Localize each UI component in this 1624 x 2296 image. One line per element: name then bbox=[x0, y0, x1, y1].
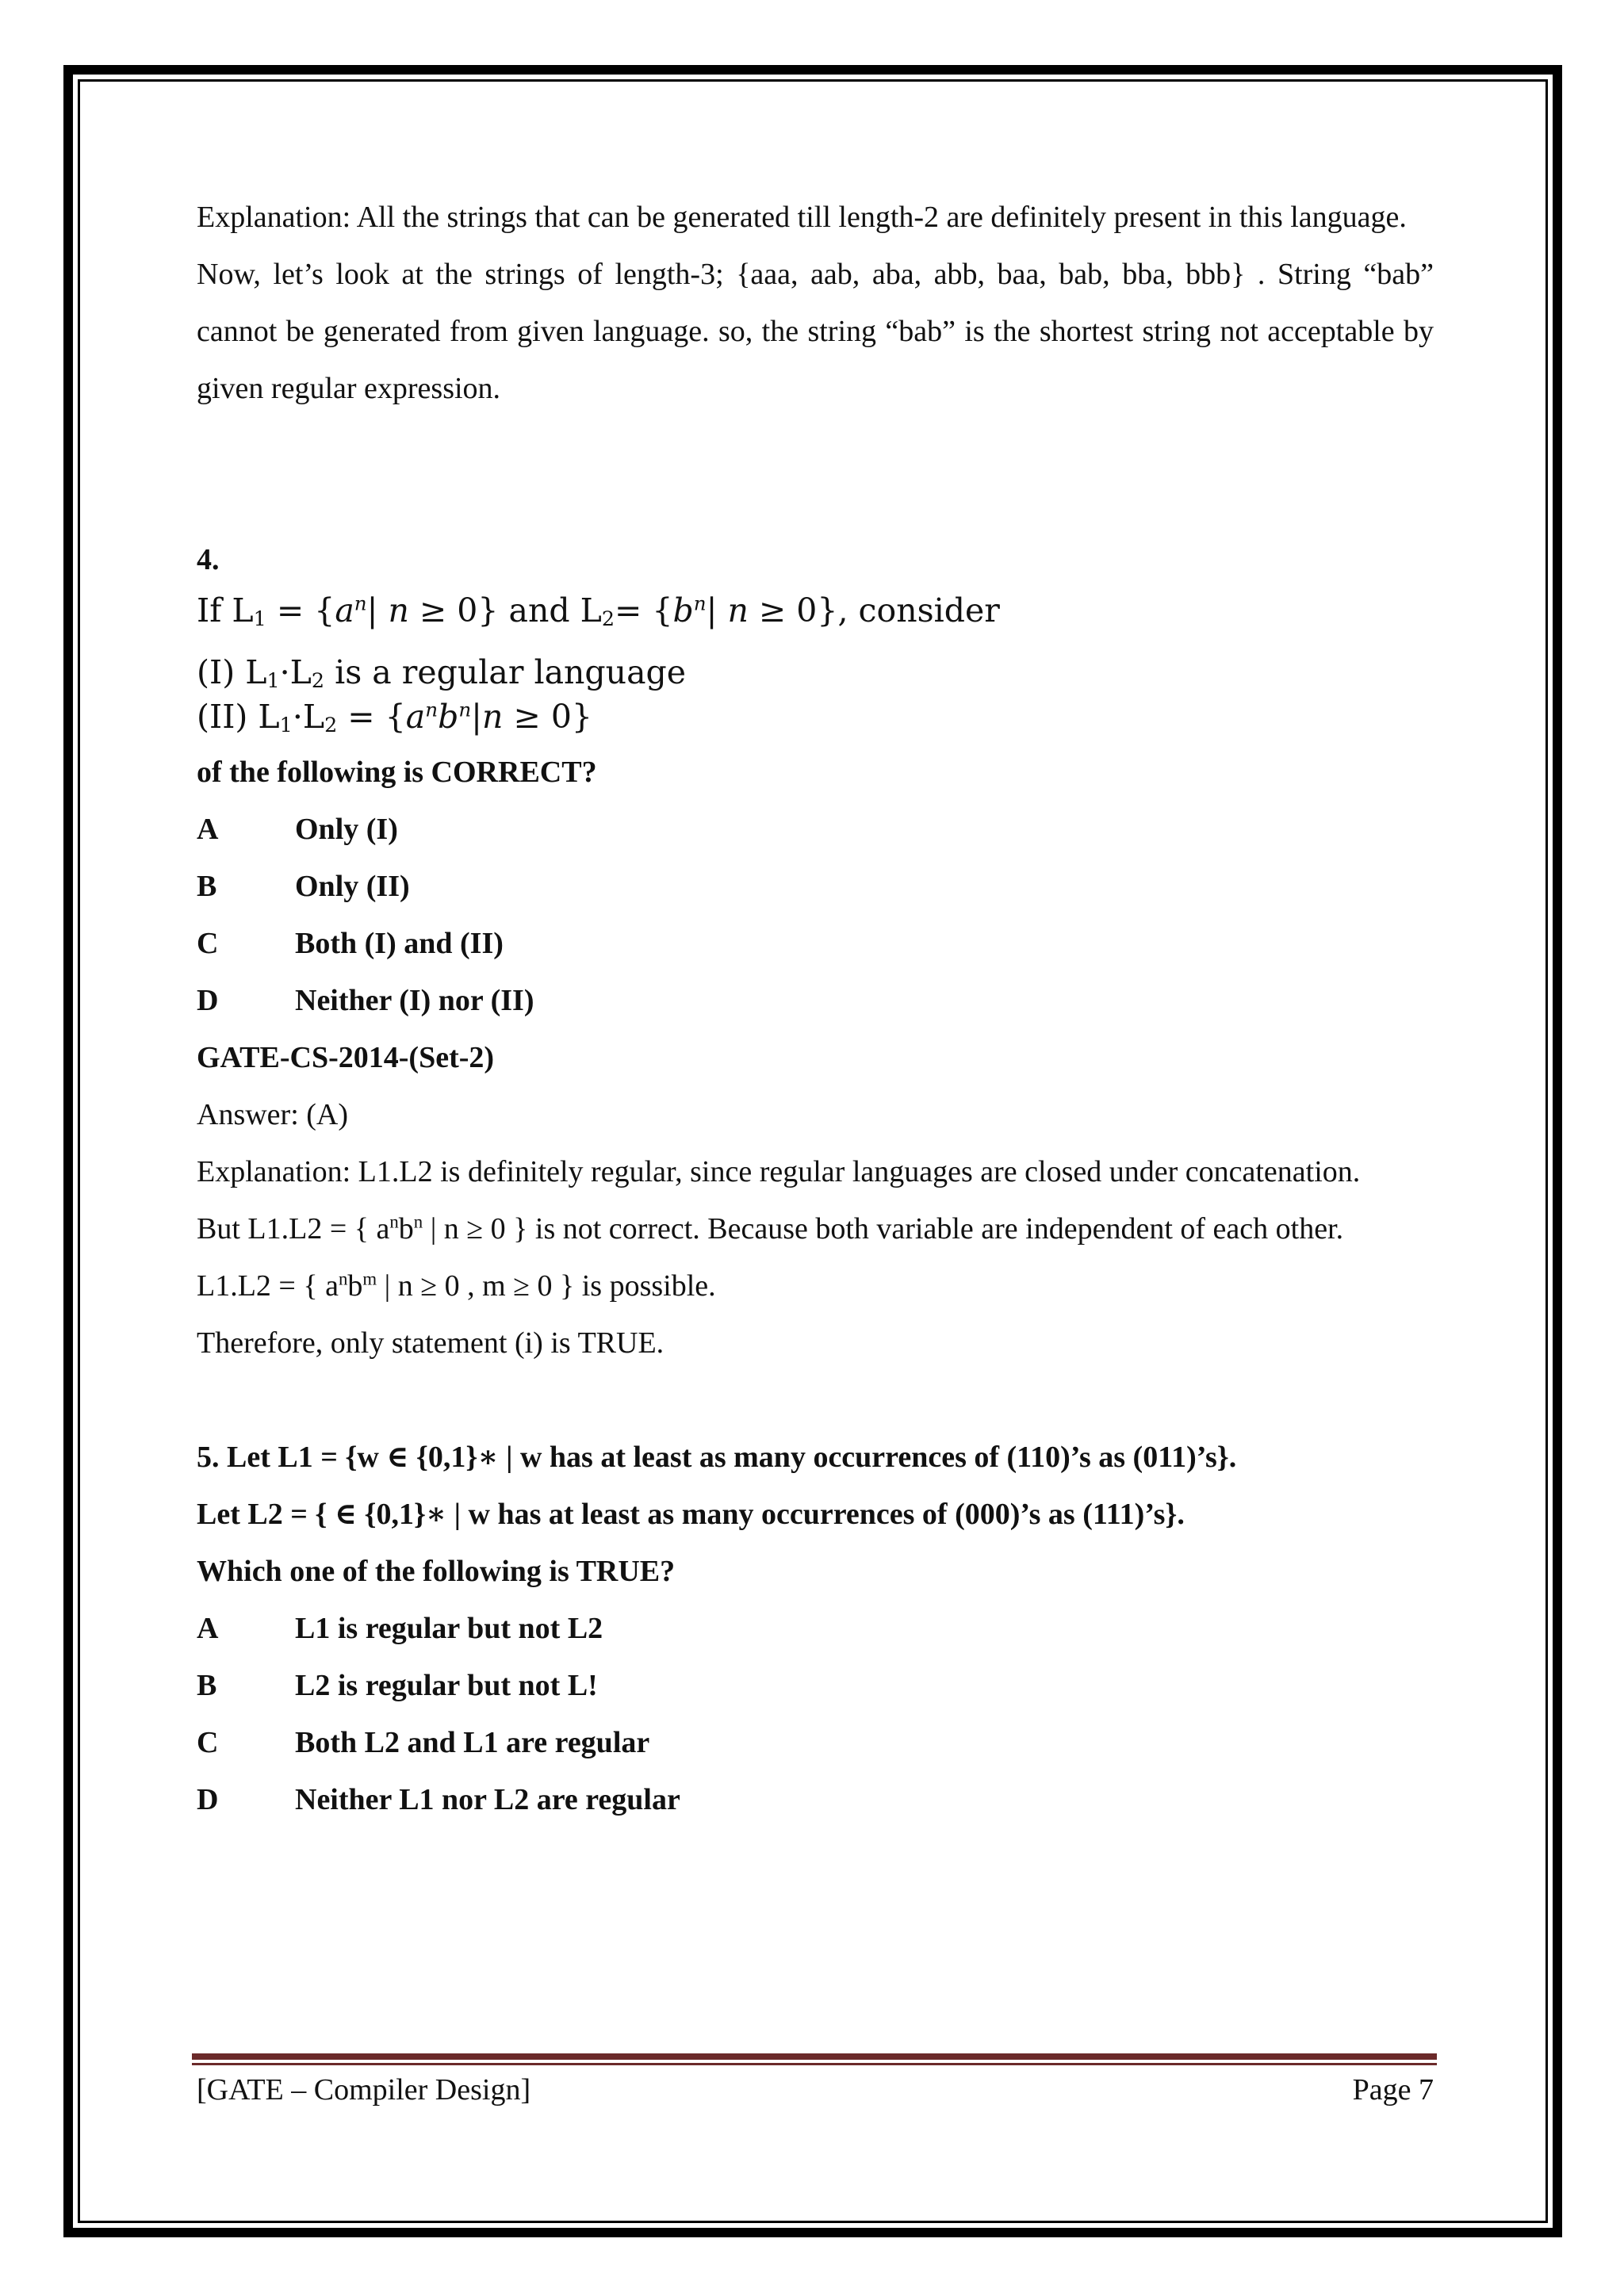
question-4-explanation-4: Therefore, only statement (i) is TRUE. bbox=[197, 1326, 665, 1360]
option-text: Both L2 and L1 are regular bbox=[295, 1726, 650, 1759]
option-text: Both (I) and (II) bbox=[295, 927, 504, 960]
question-4-explanation-2: But L1.L2 = { $a^nb^n$ | n ≥ 0 } is not correct. Because both variable are independent of each other. bbox=[197, 1211, 1344, 1246]
question-4-statement-2: (II) $L_1\cdot L_2 = \{a^nb^n|n \ge 0\}$ bbox=[197, 698, 592, 737]
q4-option-d bbox=[197, 972, 1434, 1029]
q5-option-d bbox=[197, 1771, 1434, 1828]
option-text: Only (I) bbox=[295, 813, 398, 846]
option-letter: B bbox=[197, 870, 217, 903]
page-number: Page 7 bbox=[1352, 2073, 1434, 2107]
question-4-sets-line: If $L_1 = \{a^n|$ n ≥ 0} and $L_2= \{b^n|$ n ≥ 0}, consider bbox=[197, 591, 1000, 631]
option-text: Neither (I) nor (II) bbox=[295, 984, 534, 1017]
spacer bbox=[197, 1372, 1434, 1429]
q4-option-a bbox=[197, 801, 1434, 858]
q5-option-a bbox=[197, 1600, 1434, 1657]
option-letter: A bbox=[197, 813, 219, 846]
question-4-explanation-3: L1.L2 = { $a^nb^m$ | n ≥ 0 , m ≥ 0 } is possible. bbox=[197, 1269, 716, 1303]
q4-option-b bbox=[197, 858, 1434, 915]
option-text: Neither L1 nor L2 are regular bbox=[295, 1783, 680, 1816]
footer-rule bbox=[192, 2053, 1437, 2060]
question-4-source: GATE-CS-2014-(Set-2) bbox=[197, 1041, 495, 1074]
option-letter: C bbox=[197, 927, 219, 960]
option-letter: D bbox=[197, 1783, 219, 1816]
option-text: L1 is regular but not L2 bbox=[295, 1612, 603, 1645]
q5-option-c bbox=[197, 1714, 1434, 1771]
footer-title: [GATE – Compiler Design] bbox=[197, 2073, 531, 2107]
question-4-statement-1: (I) $L_1\cdot L_2$ is a regular language bbox=[197, 653, 687, 693]
prev-explanation-line2: Now, let’s look at the strings of length-3; {aaa, aab, aba, abb, baa, bab, bba, bbb} . String “bab” cannot be generated from given language. so, the string “bab” is the shortest string not acceptable by given regular expression. bbox=[197, 258, 1434, 405]
question-5-line-3: Which one of the following is TRUE? bbox=[197, 1555, 676, 1588]
question-5-line-1: 5. Let L1 = {w ∈ {0,1}∗ | w has at least as many occurrences of (110)’s as (011)’s}. bbox=[197, 1441, 1237, 1474]
option-text: L2 is regular but not L! bbox=[295, 1669, 598, 1702]
question-4-number: 4. bbox=[197, 543, 220, 576]
option-text: Only (II) bbox=[295, 870, 410, 903]
prev-explanation-line1: Explanation: All the strings that can be generated till length-2 are definitely present in this language. bbox=[197, 201, 1407, 234]
question-4-answer: Answer: (A) bbox=[197, 1098, 349, 1131]
page-content bbox=[197, 189, 1434, 1828]
option-letter: B bbox=[197, 1669, 217, 1702]
option-letter: A bbox=[197, 1612, 219, 1645]
question-5-line-2: Let L2 = { ∈ {0,1}∗ | w has at least as many occurrences of (000)’s as (111)’s}. bbox=[197, 1498, 1185, 1531]
question-4-stem-tail: of the following is CORRECT? bbox=[197, 756, 597, 789]
q5-option-b bbox=[197, 1657, 1434, 1714]
q4-option-c bbox=[197, 915, 1434, 972]
spacer bbox=[197, 417, 1434, 531]
question-4-explanation-1: Explanation: L1.L2 is definitely regular, since regular languages are closed under concatenation. bbox=[197, 1155, 1361, 1188]
option-letter: D bbox=[197, 984, 219, 1017]
option-letter: C bbox=[197, 1726, 219, 1759]
